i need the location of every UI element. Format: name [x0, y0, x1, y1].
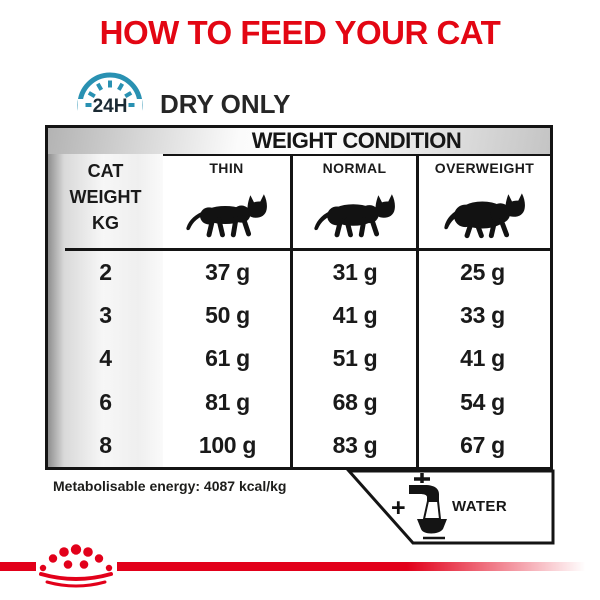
value-cell: 33 g: [460, 302, 505, 329]
page-title: HOW TO FEED YOUR CAT: [99, 14, 501, 51]
cat-weight-line: KG: [92, 213, 119, 233]
cat-weight-line: WEIGHT: [69, 187, 142, 207]
water-label: WATER: [452, 498, 508, 515]
water-callout-box: [345, 468, 557, 548]
weight-condition-title: WEIGHT CONDITION: [251, 128, 462, 153]
cat-normal-icon: [293, 186, 416, 244]
value-cell: 31 g: [332, 259, 378, 286]
value-cell: 25 g: [460, 259, 505, 286]
brand-stripe-right: [117, 562, 600, 571]
value-cell: 37 g: [205, 259, 250, 286]
cat-weight-line: CAT: [87, 161, 124, 181]
value-cell: 51 g: [332, 345, 378, 372]
cat-weight-kg-header: [48, 158, 163, 236]
row-weight: 6: [99, 388, 112, 415]
feeding-values-grid: [48, 251, 550, 467]
row-weight: 2: [99, 259, 112, 286]
row-weight: 8: [99, 431, 112, 458]
column-header-overweight: OVERWEIGHT: [434, 160, 535, 176]
clock-24h-label: 24H: [92, 96, 128, 117]
feeding-table: [45, 125, 553, 470]
value-cell: 68 g: [332, 388, 378, 415]
value-cell: 54 g: [460, 388, 505, 415]
dry-only-label: DRY ONLY: [160, 89, 291, 119]
row-weight: 4: [99, 345, 112, 372]
value-cell: 41 g: [460, 345, 505, 372]
royal-canin-crown-logo: [36, 541, 116, 591]
header-underline: [163, 154, 550, 156]
cat-overweight-icon: [419, 186, 550, 244]
value-cell: 50 g: [205, 302, 250, 329]
column-header-thin: THIN: [209, 160, 244, 176]
value-cell: 61 g: [205, 345, 250, 372]
value-cell: 81 g: [205, 388, 250, 415]
value-cell: 41 g: [332, 302, 378, 329]
column-header-normal: NORMAL: [322, 160, 387, 176]
value-cell: 83 g: [332, 431, 378, 458]
plus-sign: +: [391, 494, 406, 522]
value-cell: 67 g: [460, 431, 505, 458]
brand-stripe-left: [0, 562, 36, 571]
metabolisable-energy-note: Metabolisable energy: 4087 kcal/kg: [53, 478, 287, 494]
row-weight: 3: [99, 302, 112, 329]
value-cell: 100 g: [198, 431, 257, 458]
cat-thin-icon: [163, 186, 290, 244]
